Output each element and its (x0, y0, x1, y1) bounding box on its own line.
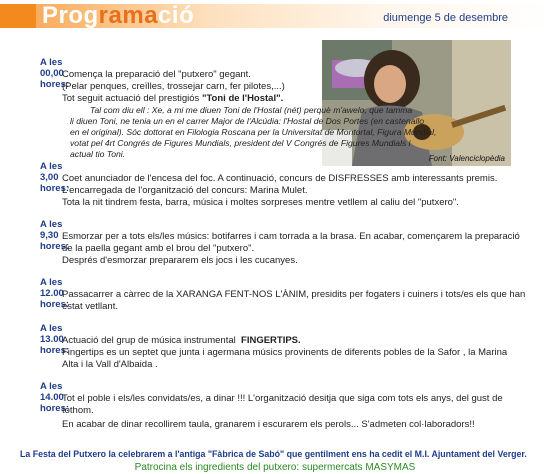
programme-line: Tot el poble i els/les convidats/es, a dinar !!! L'organització desitja que siga com tots els anys, del gust de (62, 393, 503, 404)
programme-line: Fingertips es un septet que junta i agermana músics provinents de diferents pobles de la Safor , la Marina (62, 347, 508, 358)
programme-line: L'encarregada de l'organització del concurs: Marina Mulet. (62, 185, 308, 196)
venue-note: La Festa del Putxero la celebrarem a l'antiga "Fàbrica de Sabó" que gentilment ens ha cedit el M.I. Ajuntament del Verger. (20, 449, 527, 459)
quote-line: en el original). Sóc dottorat en Filologia Roscana per la Universitat de Montortal, Figura Mundial, (70, 127, 437, 137)
programme-line: Passacarrer a càrrec de la XARANGA FENT-NOS L'ÀNIM, presidits per fogaters i cuiners i tots/es els que han (62, 289, 526, 300)
programme-line: (Pelar penques, creïlles, trossejar carn, fer pilotes,...) (62, 81, 285, 92)
programme-line: Després d'esmorzar prepararem els jocs i les cucanyes. (62, 255, 298, 266)
quote-line: actual tio Toni. (70, 149, 126, 159)
section-time: A les 9,30 hores: (40, 219, 70, 252)
programme-line: Comença la preparació del "putxero" gegant. (62, 69, 251, 80)
band-name: FINGERTIPS. (241, 335, 301, 346)
programme-line: En acabar de dinar recollirem taula, granarem i escurarem els perols... S'admeten col·laboradors!! (62, 419, 475, 430)
programme-line: tothom. (62, 405, 94, 416)
quote-line: Tal com diu ell : Xe, a mi me diuen Toni de l'Hostal (nét) perquè m'awelo, que tamma (90, 105, 413, 115)
programme-line: Alta i la Vall d'Albaida . (62, 359, 158, 370)
section-time: A les 3,00 hores: (40, 161, 70, 194)
header (0, 0, 550, 28)
programme-line: Tota la nit tindrem festa, barra, música i moltes sorpreses mentre vetllem al caliu del "putxero". (62, 197, 459, 208)
programme-line: estat vetllant. (62, 301, 118, 312)
section-time: A les 12.00 hores: (40, 277, 70, 310)
performer-name: "Toni de l'Hostal". (201, 93, 284, 104)
quote-line: li diuen Toni, ne tenia un en el carrer Major de l'Alcúdia: l'Hostal de Dos Portes (en castenallo (70, 116, 425, 126)
header-strip (0, 4, 36, 28)
photo-credit: Font: Valenciclopèdia (428, 154, 505, 163)
quote-line: votat pel 4rt Congrés de Figures Mundials, president del V Congrés de Figures Mundials i (70, 138, 411, 148)
programme-line: Actuació del grup de música instrumental FINGERTIPS. (62, 335, 301, 346)
programme-line: Tot seguit actuació del prestigiós "Toni de l'Hostal". (62, 93, 284, 104)
page-title: Programació (42, 2, 195, 29)
event-date: diumenge 5 de desembre (383, 12, 508, 24)
programme-line: Esmorzar per a tots els/les músics: botifarres i cam torrada a la brasa. En acabar, començarem la preparació (62, 231, 520, 242)
sponsor-note: Patrocina els ingredients del putxero: supermercats MASYMAS (134, 462, 416, 473)
programme-line: Coet anunciador de l'encesa del foc. A continuació, concurs de DISFRESSES amb interessants premis. (62, 173, 498, 184)
section-time: A les 00,00 hores: (40, 57, 70, 90)
programme-line: de la paella gegant amb el brou del "putxero". (62, 243, 255, 254)
section-time: A les 13.00 hores: (40, 323, 70, 356)
section-time: A les 14.00 hores: (40, 381, 70, 414)
